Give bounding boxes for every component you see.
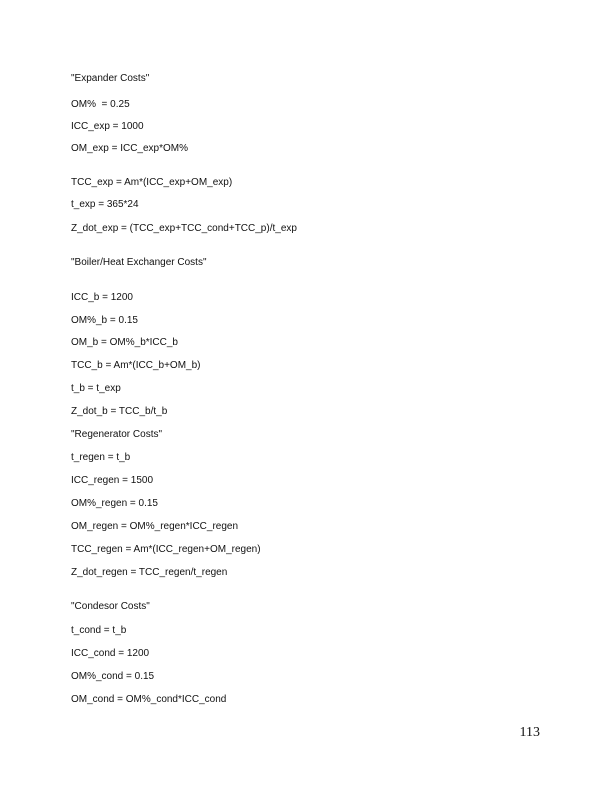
section-heading-regenerator-costs: "Regenerator Costs" <box>71 429 163 440</box>
code-line: t_b = t_exp <box>71 383 121 394</box>
section-heading-boiler-costs: "Boiler/Heat Exchanger Costs" <box>71 257 207 268</box>
code-line: OM_exp = ICC_exp*OM% <box>71 143 188 154</box>
code-line: OM%_cond = 0.15 <box>71 671 155 682</box>
code-line: ICC_cond = 1200 <box>71 648 150 659</box>
code-line: t_exp = 365*24 <box>71 199 139 210</box>
code-line: ICC_b = 1200 <box>71 292 133 303</box>
code-line: OM% = 0.25 <box>71 99 130 110</box>
code-line: Z_dot_exp = (TCC_exp+TCC_cond+TCC_p)/t_exp <box>71 223 297 234</box>
code-line: t_regen = t_b <box>71 452 131 463</box>
code-line: TCC_exp = Am*(ICC_exp+OM_exp) <box>71 177 233 188</box>
code-line: OM_regen = OM%_regen*ICC_regen <box>71 521 239 532</box>
code-line: TCC_b = Am*(ICC_b+OM_b) <box>71 360 201 371</box>
page-number: 113 <box>519 725 540 740</box>
code-line: OM_b = OM%_b*ICC_b <box>71 337 178 348</box>
code-line: TCC_regen = Am*(ICC_regen+OM_regen) <box>71 544 261 555</box>
section-heading-expander-costs: "Expander Costs" <box>71 73 150 84</box>
section-heading-condesor-costs: "Condesor Costs" <box>71 601 150 612</box>
code-line: Z_dot_regen = TCC_regen/t_regen <box>71 567 228 578</box>
code-line: Z_dot_b = TCC_b/t_b <box>71 406 168 417</box>
code-line: t_cond = t_b <box>71 625 127 636</box>
code-line: OM%_b = 0.15 <box>71 315 138 326</box>
code-line: OM%_regen = 0.15 <box>71 498 158 509</box>
code-line: OM_cond = OM%_cond*ICC_cond <box>71 694 227 705</box>
code-line: ICC_regen = 1500 <box>71 475 154 486</box>
code-line: ICC_exp = 1000 <box>71 121 144 132</box>
